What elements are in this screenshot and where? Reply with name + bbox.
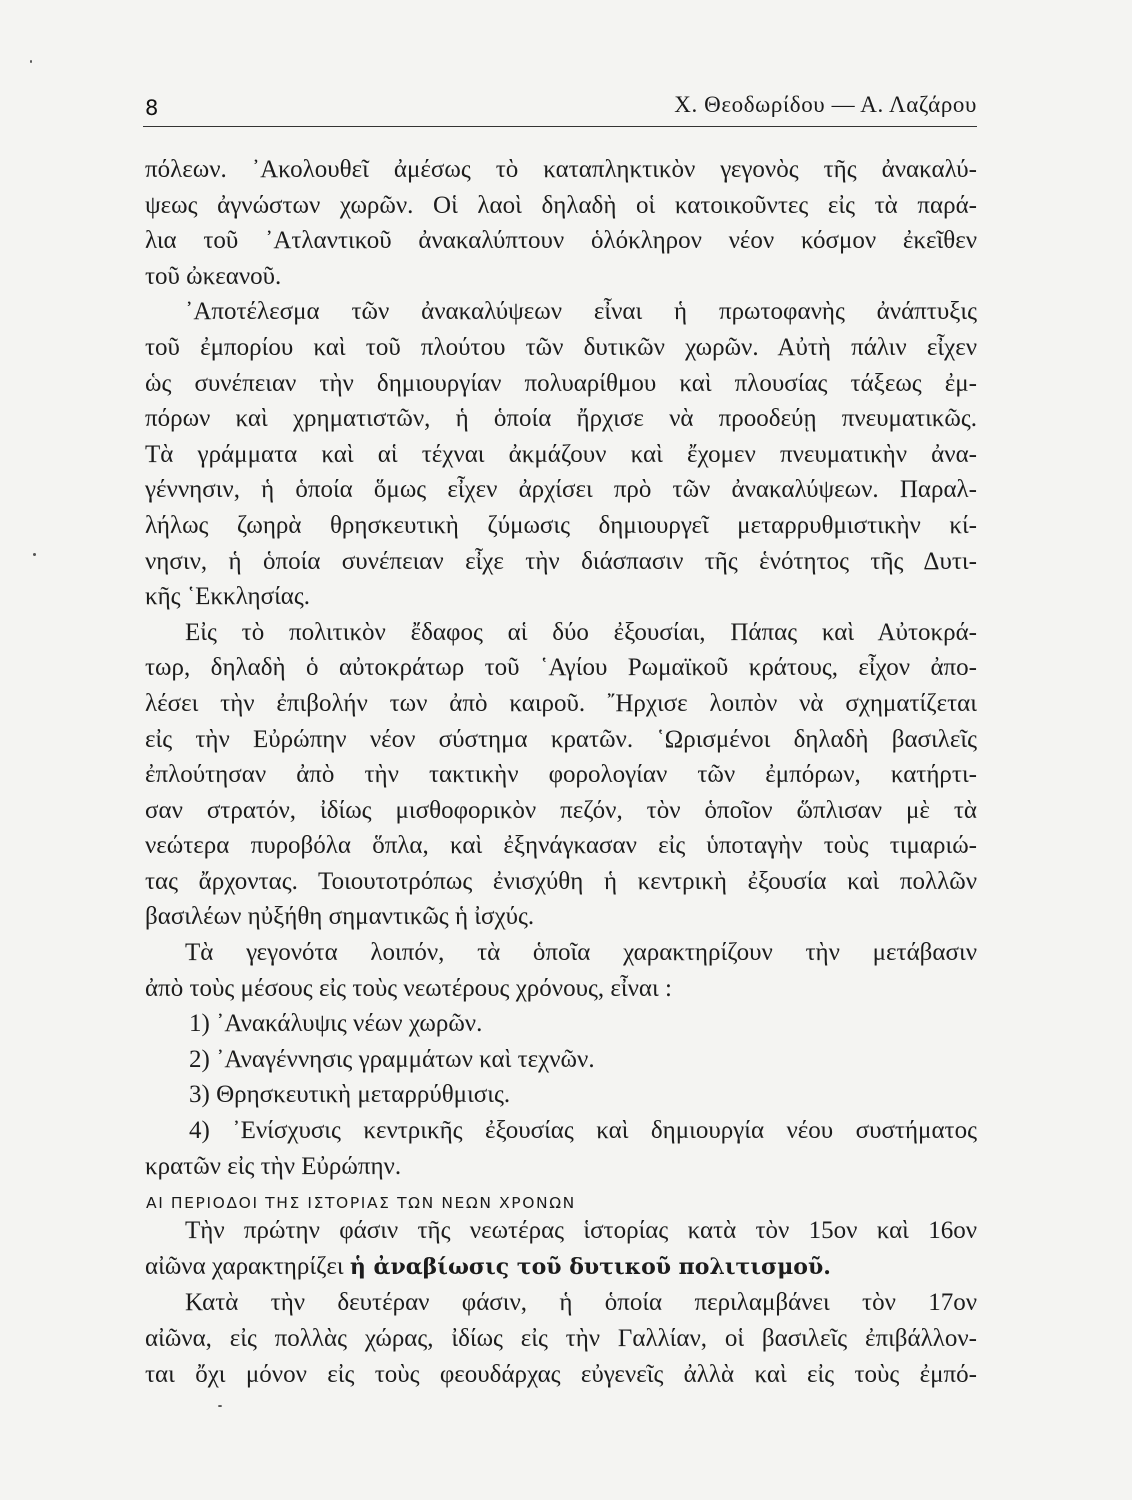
text-line: τωρ, δηλαδὴ ὁ αὐτοκράτωρ τοῦ ῾Αγίου Ρωμαϊκοῦ κράτους, εἶχον ἀπο- [145, 654, 977, 682]
text-line: σαν στρατόν, ἰδίως μισθοφορικὸν πεζόν, τὸν ὁποῖον ὥπλισαν μὲ τὰ [145, 796, 977, 824]
text-line: Εἰς τὸ πολιτικὸν ἔδαφος αἱ δύο ἐξουσίαι, Πάπας καὶ Αὐτοκρά- [185, 618, 977, 646]
page-header [143, 88, 983, 128]
text-fragment: αἰῶνα χαρακτηρίζει [145, 1253, 350, 1280]
text-line: ᾿Αποτέλεσμα τῶν ἀνακαλύψεων εἶναι ἡ πρωτοφανὴς ἀνάπτυξις [185, 298, 977, 326]
text-line: ὡς συνέπειαν τὴν δημιουργίαν πολυαρίθμου καὶ πλουσίας τάξεως ἐμ- [145, 369, 977, 397]
text-line: πόρων καὶ χρηματιστῶν, ἡ ὁποία ἤρχισε νὰ προοδεύῃ πνευματικῶς. [145, 405, 977, 433]
text-line: τοῦ ἐμπορίου καὶ τοῦ πλούτου τῶν δυτικῶν χωρῶν. Αὐτὴ πάλιν εἶχεν [145, 333, 977, 361]
text-line: ἐπλούτησαν ἀπὸ τὴν τακτικὴν φορολογίαν τῶν ἐμπόρων, κατήρτι- [145, 761, 977, 789]
header-rule-right [395, 126, 977, 127]
text-line: πόλεων. ᾿Ακολουθεῖ ἀμέσως τὸ καταπληκτικὸν γεγονὸς τῆς ἀνακαλύ- [145, 156, 977, 183]
text-line: λήλως ζωηρὰ θρησκευτικὴ ζύμωσις δημιουργεῖ μεταρρυθμιστικὴν κί- [145, 511, 977, 539]
text-line: γέννησιν, ἡ ὁποία ὅμως εἶχεν ἀρχίσει πρὸ τῶν ἀνακαλύψεων. Παραλ- [145, 476, 977, 504]
text-line: κῆς ῾Εκκλησίας. [145, 583, 311, 611]
text-line: Τὰ γράμματα καὶ αἱ τέχναι ἀκμάζουν καὶ ἔχομεν πνευματικὴν ἀνα- [145, 440, 977, 468]
text-line [145, 1249, 977, 1285]
text-line: νησιν, ἡ ὁποία συνέπειαν εἶχε τὴν διάσπασιν τῆς ἑνότητος τῆς Δυτι- [145, 547, 977, 575]
list-item: 4) ᾿Ενίσχυσις κεντρικῆς ἐξουσίας καὶ δημιουργία νέου συστήματος [189, 1117, 977, 1145]
text-line: βασιλέων ηὐξήθη σημαντικῶς ἡ ἰσχύς. [145, 903, 535, 931]
section-text [145, 1213, 977, 1393]
text-line: εἰς τὴν Εὐρώπην νέον σύστημα κρατῶν. ῾Ωρισμένοι δηλαδὴ βασιλεῖς [145, 725, 977, 753]
text-line: Τὰ γεγονότα λοιπόν, τὰ ὁποῖα χαρακτηρίζουν τὴν μετάβασιν [185, 939, 977, 967]
scan-speck [33, 553, 36, 556]
text-line: ἀπὸ τοὺς μέσους εἰς τοὺς νεωτέρους χρόνους, εἶναι : [145, 974, 672, 1002]
scan-speck [30, 60, 32, 63]
running-head-authors: Χ. Θεοδωρίδου — Α. Λαζάρου [674, 92, 977, 117]
text-line: νεώτερα πυροβόλα ὅπλα, καὶ ἐξηνάγκασαν εἰς ὑποταγὴν τοὺς τιμαριώ- [145, 832, 977, 860]
list-item: 2) ᾿Αναγέννησις γραμμάτων καὶ τεχνῶν. [189, 1045, 595, 1073]
text-line: Κατὰ τὴν δευτέραν φάσιν, ἡ ὁποία περιλαμβάνει τὸν 17ον [185, 1289, 977, 1316]
main-text [145, 152, 977, 1184]
text-line: λια τοῦ ᾿Ατλαντικοῦ ἀνακαλύπτουν ὁλόκληρον νέον κόσμον ἐκεῖθεν [145, 227, 977, 255]
text-line: τοῦ ὠκεανοῦ. [145, 262, 282, 290]
header-rule-left [143, 126, 411, 127]
section-heading: ΑΙ ΠΕΡΙΟΔΟΙ ΤΗΣ ΙΣΤΟΡΙΑΣ ΤΩΝ ΝΕΩΝ ΧΡΟΝΩΝ [146, 1194, 576, 1212]
page-number: 8 [145, 96, 159, 120]
scan-speck [218, 1405, 222, 1407]
text-line: τας ἄρχοντας. Τοιουτοτρόπως ἐνισχύθη ἡ κεντρικὴ ἐξουσία καὶ πολλῶν [145, 867, 977, 895]
text-line: ψεως ἀγνώστων χωρῶν. Οἱ λαοὶ δηλαδὴ οἱ κατοικοῦντες εἰς τὰ παρά- [145, 191, 977, 219]
list-item-continuation: κρατῶν εἰς τὴν Εὐρώπην. [145, 1152, 402, 1180]
text-line: ται ὄχι μόνον εἰς τοὺς φεουδάρχας εὐγενεῖς ἀλλὰ καὶ εἰς τοὺς ἐμπό- [145, 1361, 977, 1388]
text-line: λέσει τὴν ἐπιβολήν των ἀπὸ καιροῦ. ῎Ηρχισε λοιπὸν νὰ σχηματίζεται [145, 689, 977, 717]
list-item: 1) ᾿Ανακάλυψις νέων χωρῶν. [189, 1010, 483, 1038]
text-line: Τὴν πρώτην φάσιν τῆς νεωτέρας ἱστορίας κατὰ τὸν 15ον καὶ 16ον [185, 1217, 977, 1244]
emphasized-phrase: ἡ ἀναβίωσις τοῦ δυτικοῦ πολιτισμοῦ. [349, 1254, 831, 1280]
text-line: αἰῶνα, εἰς πολλὰς χώρας, ἰδίως εἰς τὴν Γαλλίαν, οἱ βασιλεῖς ἐπιβάλλον- [145, 1325, 977, 1352]
list-item: 3) Θρησκευτικὴ μεταρρύθμισις. [189, 1081, 511, 1109]
